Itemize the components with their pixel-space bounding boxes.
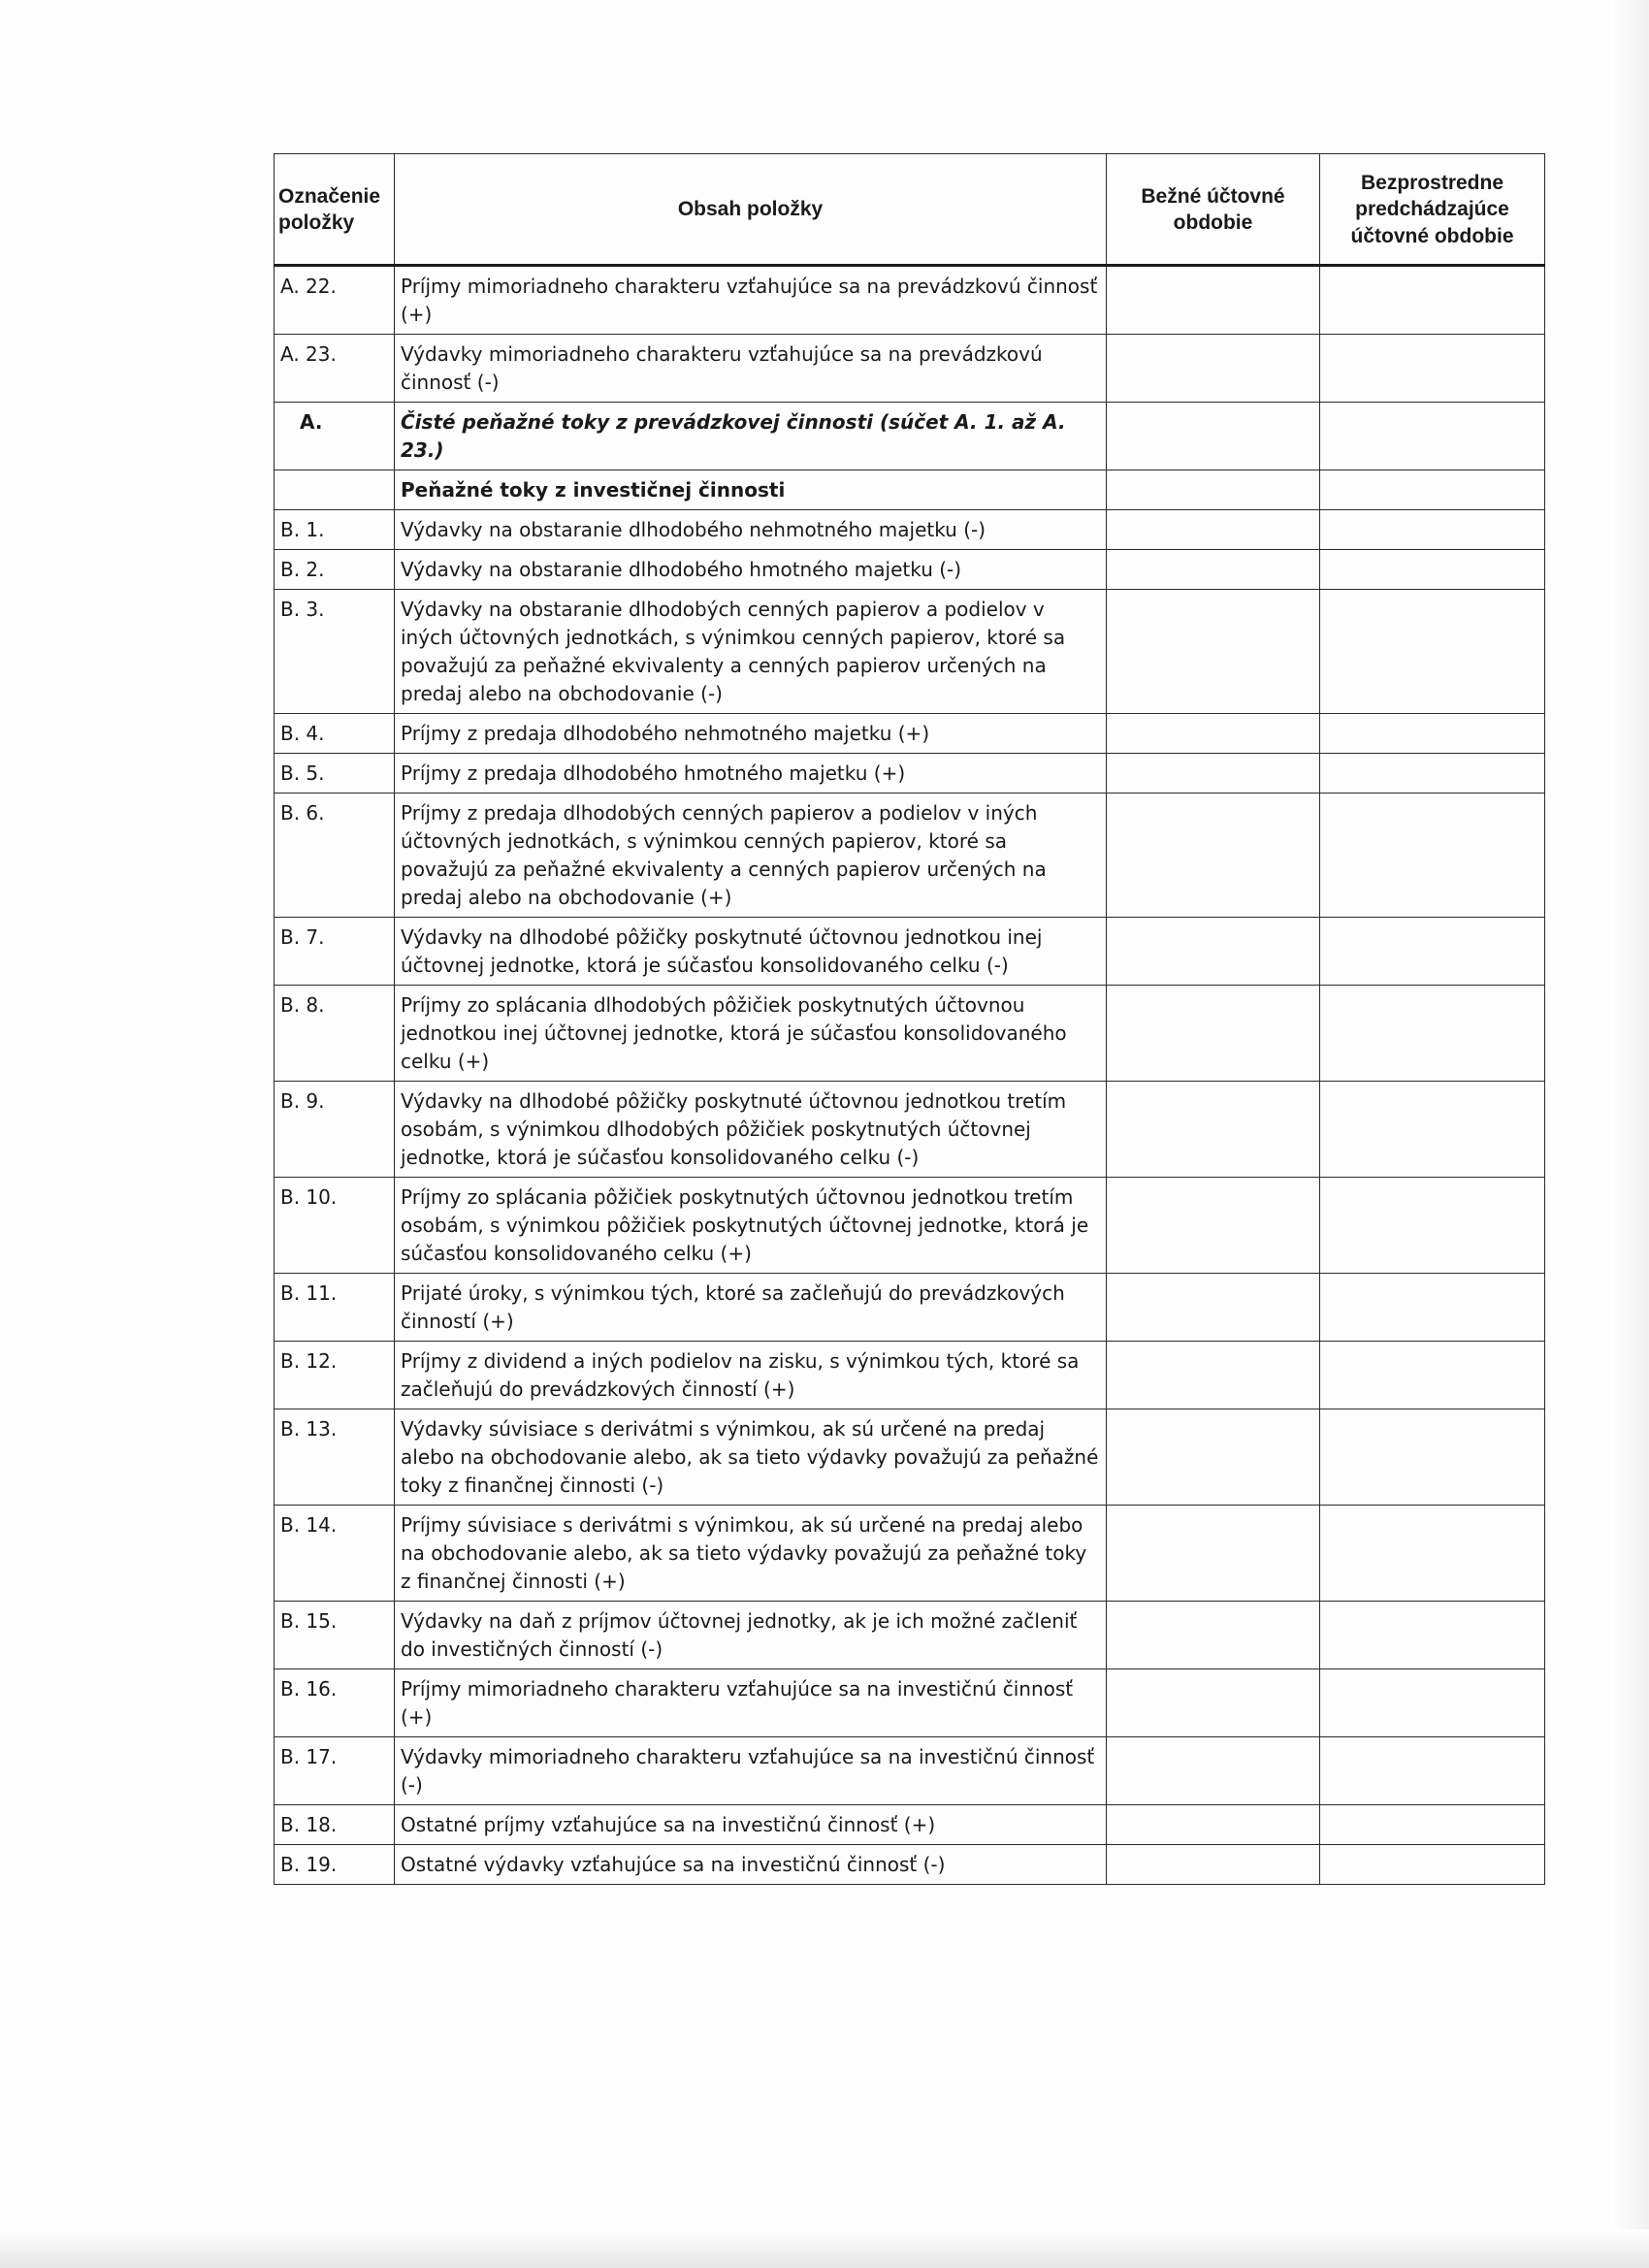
table-row xyxy=(275,1805,1545,1845)
table-row xyxy=(275,986,1545,1082)
row-text: Výdavky na daň z príjmov účtovnej jednotky, ak je ich možné začleniť do investičných činností (-) xyxy=(395,1602,1107,1669)
current-value-cell xyxy=(1107,1737,1320,1805)
current-value-cell xyxy=(1107,510,1320,550)
current-value-cell xyxy=(1107,1274,1320,1342)
table-row xyxy=(275,1409,1545,1506)
table-row xyxy=(275,1669,1545,1737)
previous-value-cell xyxy=(1320,714,1545,754)
total-row xyxy=(275,403,1545,470)
table-row xyxy=(275,266,1545,335)
table-row xyxy=(275,1506,1545,1602)
table-row xyxy=(275,335,1545,403)
row-code: B. 15. xyxy=(275,1602,395,1669)
previous-value-cell xyxy=(1320,1506,1545,1602)
row-text: Čisté peňažné toky z prevádzkovej činnosti (súčet A. 1. až A. 23.) xyxy=(395,403,1107,470)
table-header-row xyxy=(275,154,1545,266)
previous-value-cell xyxy=(1320,403,1545,470)
row-code: A. 23. xyxy=(275,335,395,403)
previous-value-cell xyxy=(1320,470,1545,510)
row-text: Prijaté úroky, s výnimkou tých, ktoré sa začleňujú do prevádzkových činností (+) xyxy=(395,1274,1107,1342)
row-text: Príjmy zo splácania pôžičiek poskytnutých účtovnou jednotkou tretím osobám, s výnimkou pôžičiek poskytnutých účtovnej jednotke, ktorá je súčasťou konsolidovaného celku (+) xyxy=(395,1178,1107,1274)
row-text: Príjmy z predaja dlhodobého hmotného majetku (+) xyxy=(395,754,1107,794)
current-value-cell xyxy=(1107,1805,1320,1845)
current-value-cell xyxy=(1107,1602,1320,1669)
row-code: B. 19. xyxy=(275,1845,395,1885)
table-row xyxy=(275,754,1545,794)
row-text: Príjmy z predaja dlhodobých cenných papierov a podielov v iných účtovných jednotkách, s výnimkou cenných papierov, ktoré sa považujú za peňažné ekvivalenty a cenných papierov určených na predaj alebo na obchodovanie (+) xyxy=(395,794,1107,918)
current-value-cell xyxy=(1107,794,1320,918)
page-edge-shadow xyxy=(1610,0,1649,2268)
row-code: B. 5. xyxy=(275,754,395,794)
previous-value-cell xyxy=(1320,1602,1545,1669)
current-value-cell xyxy=(1107,470,1320,510)
previous-value-cell xyxy=(1320,1409,1545,1506)
previous-value-cell xyxy=(1320,1845,1545,1885)
previous-value-cell xyxy=(1320,754,1545,794)
current-value-cell xyxy=(1107,714,1320,754)
row-text: Výdavky na obstaranie dlhodobých cenných papierov a podielov v iných účtovných jednotkách, s výnimkou cenných papierov, ktoré sa považujú za peňažné ekvivalenty a cenných papierov určených na predaj alebo na obchodovanie (-) xyxy=(395,590,1107,714)
previous-value-cell xyxy=(1320,1178,1545,1274)
table-row xyxy=(275,1342,1545,1409)
header-previous-period: Bezprostredne predchádzajúce účtovné obdobie xyxy=(1320,154,1545,266)
row-text: Príjmy zo splácania dlhodobých pôžičiek poskytnutých účtovnou jednotkou inej účtovnej jednotke, ktorá je súčasťou konsolidovaného celku (+) xyxy=(395,986,1107,1082)
row-text: Príjmy mimoriadneho charakteru vzťahujúce sa na investičnú činnosť (+) xyxy=(395,1669,1107,1737)
current-value-cell xyxy=(1107,266,1320,335)
previous-value-cell xyxy=(1320,986,1545,1082)
row-code: B. 3. xyxy=(275,590,395,714)
row-code: B. 2. xyxy=(275,550,395,590)
previous-value-cell xyxy=(1320,794,1545,918)
row-code: B. 9. xyxy=(275,1082,395,1178)
current-value-cell xyxy=(1107,918,1320,986)
row-code: B. 10. xyxy=(275,1178,395,1274)
previous-value-cell xyxy=(1320,335,1545,403)
previous-value-cell xyxy=(1320,266,1545,335)
page-bottom-shadow xyxy=(0,2229,1649,2268)
row-code: B. 8. xyxy=(275,986,395,1082)
row-code: B. 11. xyxy=(275,1274,395,1342)
row-text: Výdavky súvisiace s derivátmi s výnimkou, ak sú určené na predaj alebo na obchodovanie alebo, ak sa tieto výdavky považujú za peňažné toky z finančnej činnosti (-) xyxy=(395,1409,1107,1506)
row-code: A. xyxy=(275,403,395,470)
row-text: Ostatné výdavky vzťahujúce sa na investičnú činnosť (-) xyxy=(395,1845,1107,1885)
row-code: B. 13. xyxy=(275,1409,395,1506)
previous-value-cell xyxy=(1320,1737,1545,1805)
row-text: Výdavky na dlhodobé pôžičky poskytnuté účtovnou jednotkou tretím osobám, s výnimkou dlhodobých pôžičiek poskytnutých účtovnej jednotke, ktorá je súčasťou konsolidovaného celku (-) xyxy=(395,1082,1107,1178)
previous-value-cell xyxy=(1320,510,1545,550)
row-code xyxy=(275,470,395,510)
current-value-cell xyxy=(1107,550,1320,590)
table-row xyxy=(275,794,1545,918)
row-text: Príjmy z predaja dlhodobého nehmotného majetku (+) xyxy=(395,714,1107,754)
row-text: Výdavky na dlhodobé pôžičky poskytnuté účtovnou jednotkou inej účtovnej jednotke, ktorá je súčasťou konsolidovaného celku (-) xyxy=(395,918,1107,986)
row-code: B. 17. xyxy=(275,1737,395,1805)
previous-value-cell xyxy=(1320,1274,1545,1342)
previous-value-cell xyxy=(1320,918,1545,986)
previous-value-cell xyxy=(1320,1669,1545,1737)
current-value-cell xyxy=(1107,1506,1320,1602)
current-value-cell xyxy=(1107,335,1320,403)
table-row xyxy=(275,510,1545,550)
current-value-cell xyxy=(1107,1845,1320,1885)
row-code: B. 4. xyxy=(275,714,395,754)
row-text: Príjmy mimoriadneho charakteru vzťahujúce sa na prevádzkovú činnosť (+) xyxy=(395,266,1107,335)
row-text: Výdavky na obstaranie dlhodobého nehmotného majetku (-) xyxy=(395,510,1107,550)
row-text: Výdavky mimoriadneho charakteru vzťahujúce sa na investičnú činnosť (-) xyxy=(395,1737,1107,1805)
header-code: Označenie položky xyxy=(275,154,395,266)
current-value-cell xyxy=(1107,1669,1320,1737)
row-code: B. 16. xyxy=(275,1669,395,1737)
table-row xyxy=(275,1274,1545,1342)
row-text: Výdavky mimoriadneho charakteru vzťahujúce sa na prevádzkovú činnosť (-) xyxy=(395,335,1107,403)
table-row xyxy=(275,550,1545,590)
table-row xyxy=(275,1082,1545,1178)
row-code: B. 6. xyxy=(275,794,395,918)
cash-flow-table xyxy=(274,153,1545,1885)
table-row xyxy=(275,590,1545,714)
current-value-cell xyxy=(1107,986,1320,1082)
current-value-cell xyxy=(1107,1342,1320,1409)
row-text: Ostatné príjmy vzťahujúce sa na investičnú činnosť (+) xyxy=(395,1805,1107,1845)
current-value-cell xyxy=(1107,1178,1320,1274)
previous-value-cell xyxy=(1320,1805,1545,1845)
header-content: Obsah položky xyxy=(395,154,1107,266)
row-code: A. 22. xyxy=(275,266,395,335)
table-row xyxy=(275,918,1545,986)
table-row xyxy=(275,1178,1545,1274)
row-code: B. 18. xyxy=(275,1805,395,1845)
current-value-cell xyxy=(1107,403,1320,470)
section-title: Peňažné toky z investičnej činnosti xyxy=(395,470,1107,510)
table-row xyxy=(275,714,1545,754)
previous-value-cell xyxy=(1320,590,1545,714)
current-value-cell xyxy=(1107,754,1320,794)
table-row xyxy=(275,1737,1545,1805)
header-current-period: Bežné účtovné obdobie xyxy=(1107,154,1320,266)
row-code: B. 12. xyxy=(275,1342,395,1409)
row-text: Príjmy súvisiace s derivátmi s výnimkou, ak sú určené na predaj alebo na obchodovanie alebo, ak sa tieto výdavky považujú za peňažné toky z finančnej činnosti (+) xyxy=(395,1506,1107,1602)
current-value-cell xyxy=(1107,1082,1320,1178)
row-text: Výdavky na obstaranie dlhodobého hmotného majetku (-) xyxy=(395,550,1107,590)
row-code: B. 7. xyxy=(275,918,395,986)
row-text: Príjmy z dividend a iných podielov na zisku, s výnimkou tých, ktoré sa začleňujú do prevádzkových činností (+) xyxy=(395,1342,1107,1409)
section-heading-row xyxy=(275,470,1545,510)
row-code: B. 1. xyxy=(275,510,395,550)
table-row xyxy=(275,1602,1545,1669)
previous-value-cell xyxy=(1320,1342,1545,1409)
previous-value-cell xyxy=(1320,1082,1545,1178)
current-value-cell xyxy=(1107,1409,1320,1506)
row-code: B. 14. xyxy=(275,1506,395,1602)
previous-value-cell xyxy=(1320,550,1545,590)
table-row xyxy=(275,1845,1545,1885)
current-value-cell xyxy=(1107,590,1320,714)
